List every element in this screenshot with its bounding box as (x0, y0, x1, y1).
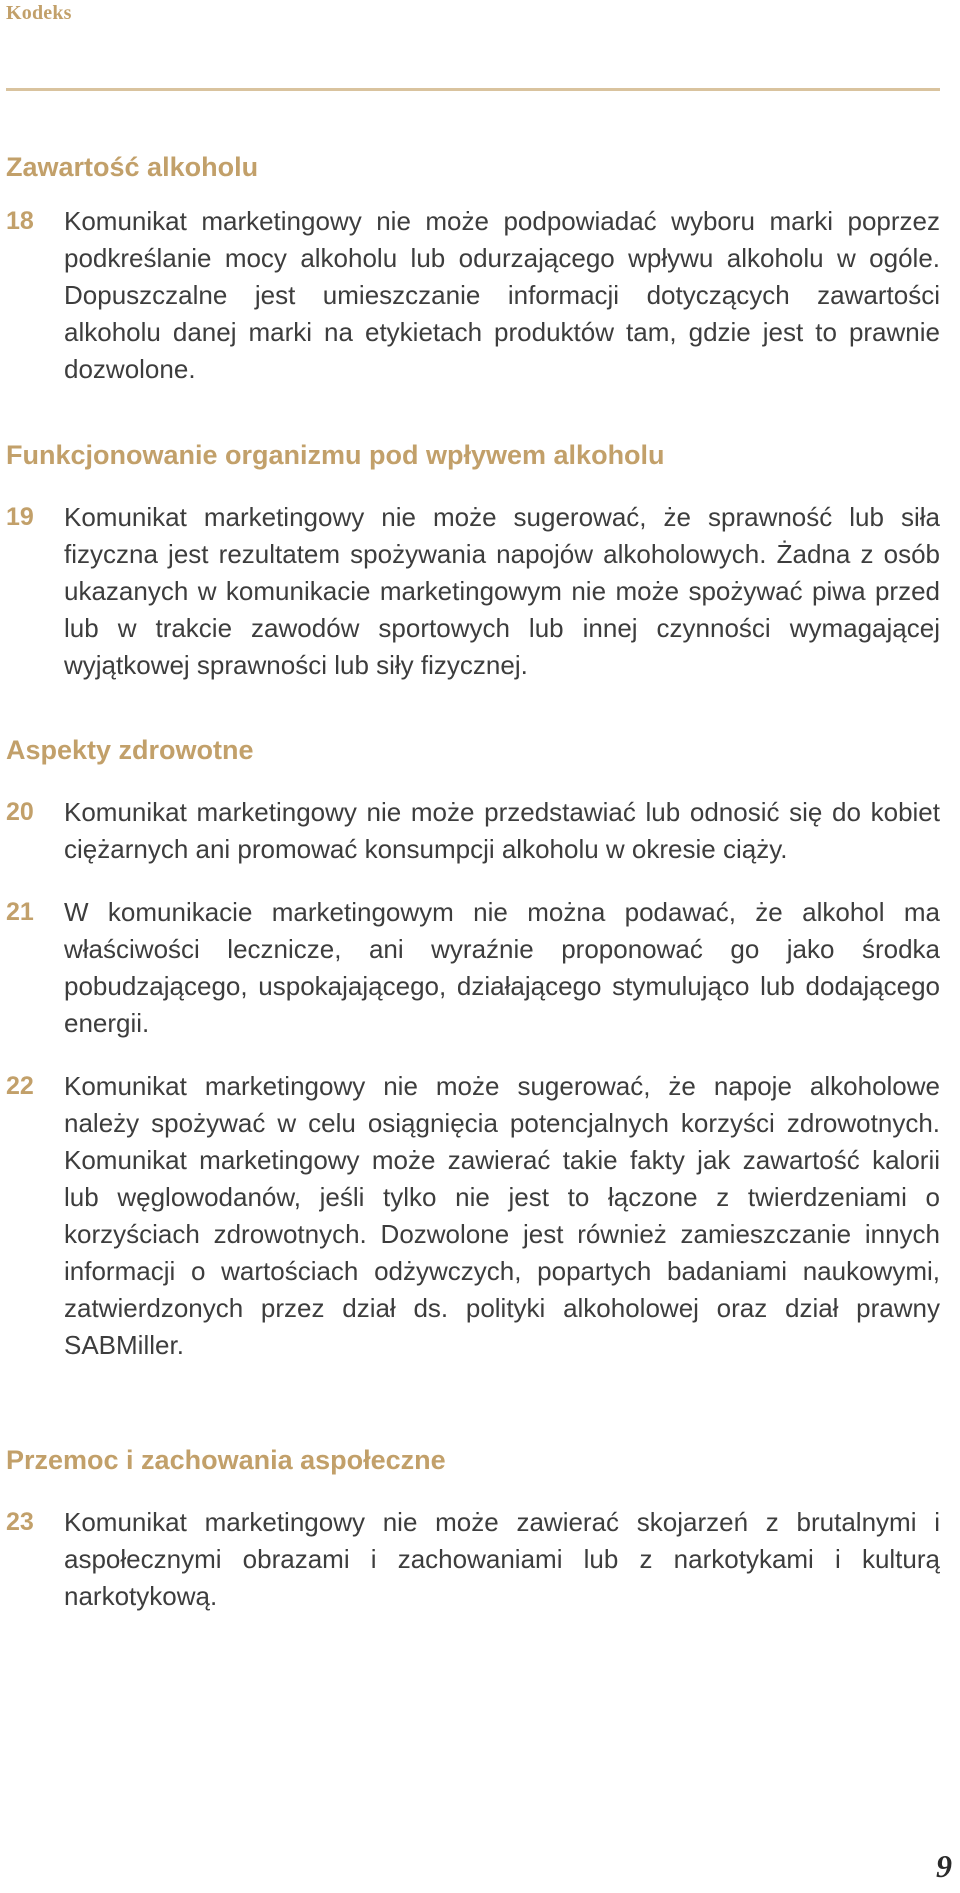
item-number: 18 (6, 207, 34, 235)
item-number: 20 (6, 798, 34, 826)
item-number: 19 (6, 503, 34, 531)
item-number: 23 (6, 1508, 34, 1536)
item-number: 22 (6, 1072, 34, 1100)
item-text: W komunikacie marketingowym nie można podawać, że alkohol ma właściwości lecznicze, ani wyraźnie proponować go jako środka pobudzającego, uspokajającego, działającego stymulująco lub dodającego energii. (64, 897, 940, 1038)
page-number: 9 (936, 1848, 952, 1884)
document-body (6, 150, 940, 1615)
section-items-body-functioning (6, 499, 940, 684)
list-item (6, 499, 940, 684)
section-title-alcohol-content: Zawartość alkoholu (6, 152, 259, 182)
section-items-health-aspects (6, 794, 940, 1364)
section-items-violence-antisocial (6, 1504, 940, 1615)
section-items-alcohol-content (6, 203, 940, 388)
header-divider (6, 88, 940, 91)
section-title-violence-antisocial: Przemoc i zachowania aspołeczne (6, 1445, 446, 1475)
item-text: Komunikat marketingowy nie może zawierać skojarzeń z brutalnymi i aspołecznymi obrazami i zachowaniami lub z narkotykami i kulturą narkotykową. (64, 1507, 940, 1611)
list-item (6, 794, 940, 868)
document-header-label: Kodeks (6, 2, 72, 24)
item-text: Komunikat marketingowy nie może sugerować, że napoje alkoholowe należy spożywać w celu osiągnięcia potencjalnych korzyści zdrowotnych. Komunikat marketingowy może zawierać takie fakty jak zawartość kalorii lub węglowodanów, jeśli tylko nie jest to łączone z twierdzeniami o korzyściach zdrowotnych. Dozwolone jest również zamieszczanie innych informacji o wartościach odżywczych, popartych badaniami naukowymi, zatwierdzonych przez dział ds. polityki alkoholowej oraz dział prawny SABMiller. (64, 1071, 940, 1360)
item-number: 21 (6, 898, 34, 926)
section-title-body-functioning: Funkcjonowanie organizmu pod wpływem alkoholu (6, 440, 665, 470)
list-item (6, 1504, 940, 1615)
item-text: Komunikat marketingowy nie może podpowiadać wyboru marki poprzez podkreślanie mocy alkoholu lub odurzającego wpływu alkoholu w ogóle. Dopuszczalne jest umieszczanie informacji dotyczących zawartości alkoholu danej marki na etykietach produktów tam, gdzie jest to prawnie dozwolone. (64, 206, 940, 384)
list-item (6, 203, 940, 388)
item-text: Komunikat marketingowy nie może przedstawiać lub odnosić się do kobiet ciężarnych ani promować konsumpcji alkoholu w okresie ciąży. (64, 797, 940, 864)
list-item (6, 1068, 940, 1364)
list-item (6, 894, 940, 1042)
section-title-health-aspects: Aspekty zdrowotne (6, 735, 254, 765)
item-text: Komunikat marketingowy nie może sugerować, że sprawność lub siła fizyczna jest rezultatem spożywania napojów alkoholowych. Żadna z osób ukazanych w komunikacie marketingowym nie może spożywać piwa przed lub w trakcie zawodów sportowych lub innej czynności wymagającej wyjątkowej sprawności lub siły fizycznej. (64, 502, 940, 680)
